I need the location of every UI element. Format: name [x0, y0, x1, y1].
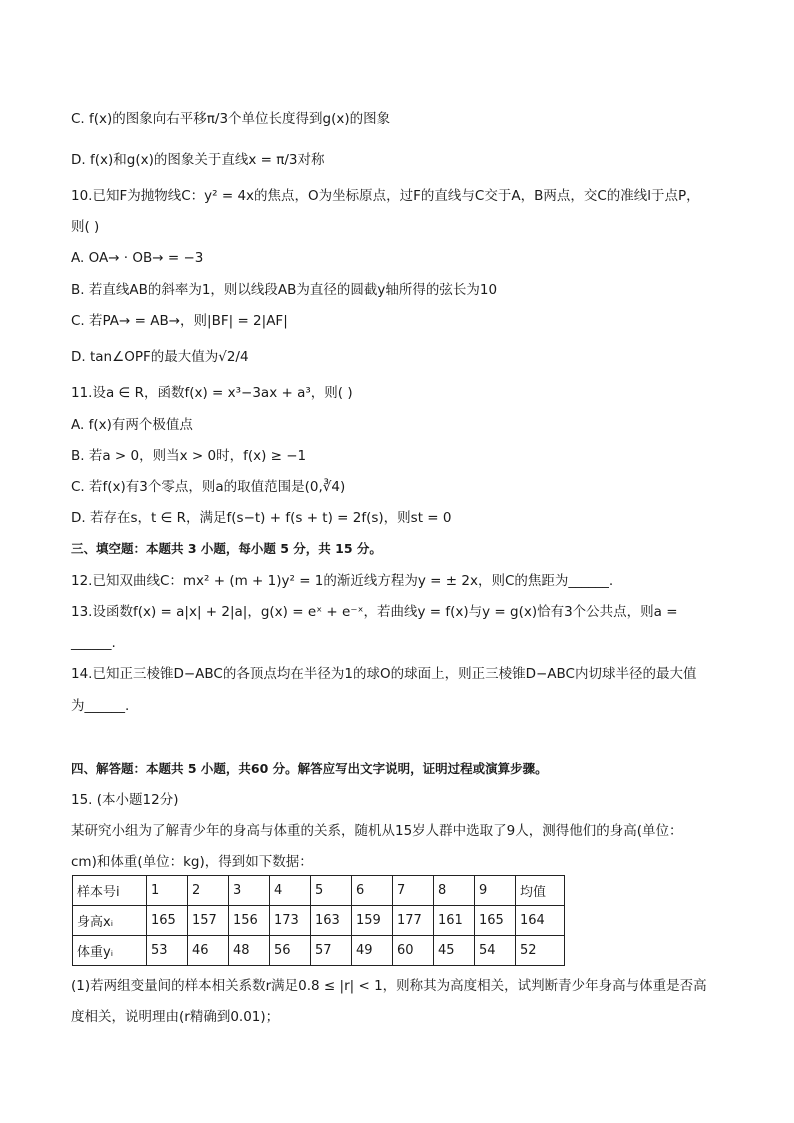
- table-cell: 156: [229, 906, 270, 936]
- text-line: B. 若直线AB的斜率为1，则以线段AB为直径的圆截y轴所得的弦长为10: [71, 282, 498, 298]
- text-line: 14.已知正三棱锥D−ABC的各顶点均在半径为1的球O的球面上，则正三棱锥D−ABC内切球半径的最大值: [71, 666, 697, 682]
- section-heading: 三、填空题：本题共 3 小题，每小题 5 分，共 15 分。: [71, 541, 382, 556]
- table-cell: 7: [393, 876, 434, 906]
- table-cell: 9: [475, 876, 516, 906]
- table-cell: 159: [352, 906, 393, 936]
- text-line: C. 若f(x)有3个零点，则a的取值范围是(0,∛4): [71, 479, 346, 495]
- table-cell: 1: [147, 876, 188, 906]
- table-cell: 165: [475, 906, 516, 936]
- text-line: 度相关，说明理由(r精确到0.01)；: [71, 1009, 280, 1025]
- table-cell: 6: [352, 876, 393, 906]
- table-row: [73, 936, 565, 966]
- table-cell: 173: [270, 906, 311, 936]
- row-header-cell: 样本号i: [73, 876, 147, 906]
- table-cell: 56: [270, 936, 311, 966]
- table-cell: 163: [311, 906, 352, 936]
- table-cell: 8: [434, 876, 475, 906]
- table-cell: 45: [434, 936, 475, 966]
- table-cell: 均值: [516, 876, 565, 906]
- text-line: 则( ): [71, 219, 100, 235]
- table-cell: 57: [311, 936, 352, 966]
- table-row: [73, 876, 565, 906]
- table-cell: 49: [352, 936, 393, 966]
- text-line: 10.已知F为抛物线C：y² = 4x的焦点，O为坐标原点，过F的直线与C交于A，B两点，交C的准线l于点P，: [71, 188, 700, 204]
- text-line: C. f(x)的图象向右平移π/3个单位长度得到g(x)的图象: [71, 111, 391, 127]
- text-line: 13.设函数f(x) = a|x| + 2|a|，g(x) = eˣ + e⁻ˣ，若曲线y = f(x)与y = g(x)恰有3个公共点，则a =: [71, 604, 678, 620]
- text-line: 12.已知双曲线C：mx² + (m + 1)y² = 1的渐近线方程为y = ± 2x，则C的焦距为______.: [71, 573, 614, 589]
- text-line: (1)若两组变量间的样本相关系数r满足0.8 ≤ |r| < 1，则称其为高度相关，试判断青少年身高与体重是否高: [71, 978, 707, 994]
- table-cell: 46: [188, 936, 229, 966]
- text-line: D. 若存在s，t ∈ R，满足f(s−t) + f(s + t) = 2f(s)，则st = 0: [71, 510, 452, 526]
- text-line: B. 若a > 0，则当x > 0时，f(x) ≥ −1: [71, 448, 307, 464]
- table-cell: 60: [393, 936, 434, 966]
- table-cell: 53: [147, 936, 188, 966]
- table-cell: 165: [147, 906, 188, 936]
- section-heading: 四、解答题：本题共 5 小题，共60 分。解答应写出文字说明，证明过程或演算步骤。: [71, 761, 548, 776]
- table-cell: 54: [475, 936, 516, 966]
- row-header-cell: 体重yᵢ: [73, 936, 147, 966]
- table-cell: 157: [188, 906, 229, 936]
- table-cell: 2: [188, 876, 229, 906]
- text-line: A. OA→ · OB→ = −3: [71, 250, 204, 266]
- text-line: cm)和体重(单位：kg)，得到如下数据：: [71, 854, 313, 870]
- text-line: C. 若PA→ = AB→，则|BF| = 2|AF|: [71, 313, 288, 329]
- row-header-cell: 身高xᵢ: [73, 906, 147, 936]
- table-cell: 161: [434, 906, 475, 936]
- data-table: [72, 875, 565, 966]
- table-cell: 52: [516, 936, 565, 966]
- table-cell: 177: [393, 906, 434, 936]
- table-cell: 4: [270, 876, 311, 906]
- text-line: D. f(x)和g(x)的图象关于直线x = π/3对称: [71, 152, 325, 168]
- text-line: 11.设a ∈ R，函数f(x) = x³−3ax + a³，则( ): [71, 385, 353, 401]
- text-line: 15. (本小题12分): [71, 792, 179, 808]
- table-cell: 164: [516, 906, 565, 936]
- table-cell: 3: [229, 876, 270, 906]
- table-cell: 5: [311, 876, 352, 906]
- table-cell: 48: [229, 936, 270, 966]
- table-row: [73, 906, 565, 936]
- text-line: D. tan∠OPF的最大值为√2/4: [71, 349, 249, 365]
- text-line: 某研究小组为了解青少年的身高与体重的关系，随机从15岁人群中选取了9人，测得他们的身高(单位：: [71, 823, 683, 839]
- text-line: A. f(x)有两个极值点: [71, 417, 193, 433]
- text-line: 为______.: [71, 698, 130, 714]
- text-line: ______.: [71, 635, 116, 651]
